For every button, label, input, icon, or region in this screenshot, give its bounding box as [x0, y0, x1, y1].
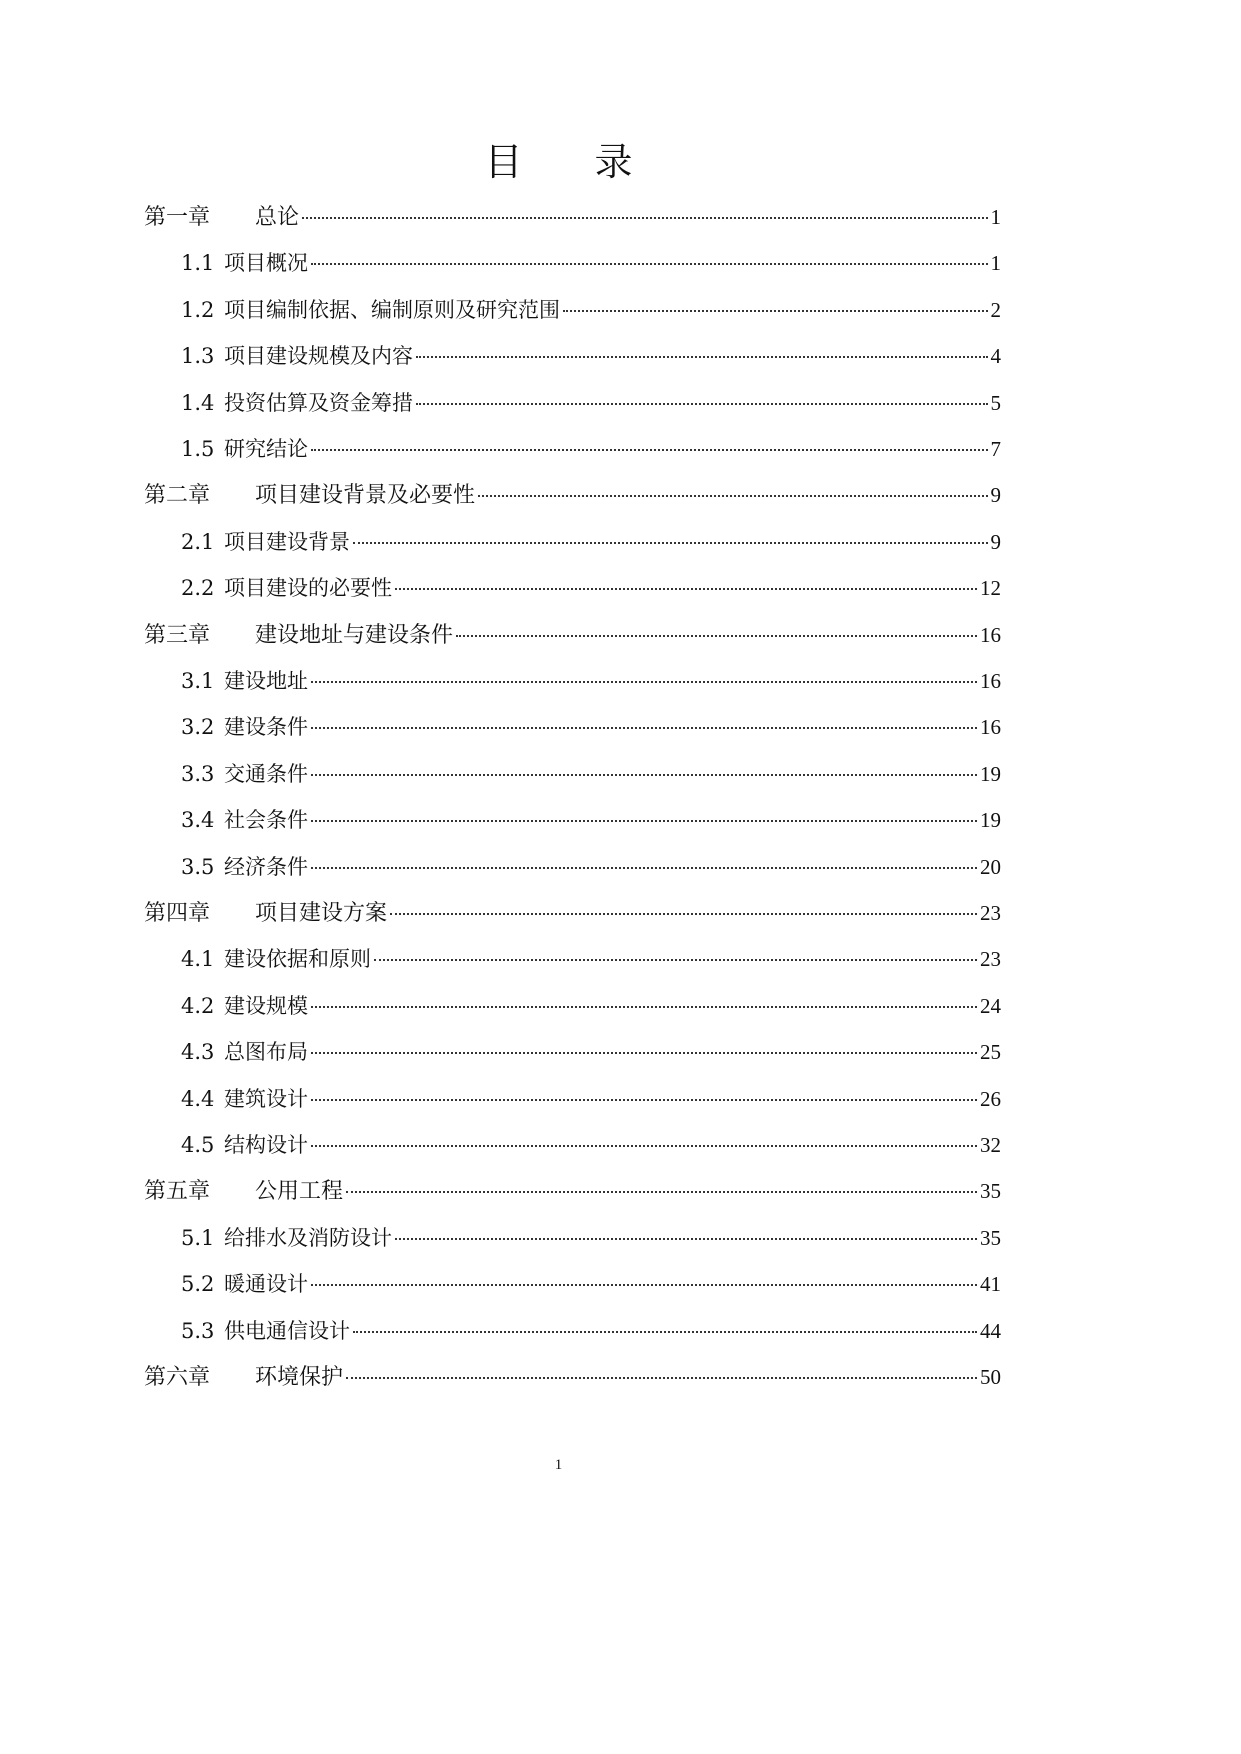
toc-chapter-entry[interactable] [144, 896, 1001, 930]
toc-entry-page: 23 [980, 901, 1001, 925]
toc-entry-page: 12 [980, 576, 1001, 600]
toc-dot-leader [311, 867, 977, 869]
toc-entry-title: 暖通设计 [224, 1272, 308, 1296]
toc-entry-page: 2 [990, 298, 1001, 322]
toc-entry-number: 第三章 [144, 623, 211, 648]
toc-entry-page: 32 [980, 1133, 1001, 1157]
toc-entry-number: 3.4 [181, 808, 215, 832]
toc-entry-title: 建设规模 [224, 994, 308, 1018]
toc-section-entry[interactable] [181, 1082, 1001, 1116]
toc-entry-number: 3.1 [181, 669, 215, 693]
toc-entry-page: 25 [980, 1040, 1001, 1064]
toc-dot-leader [311, 263, 988, 265]
toc-section-entry[interactable] [181, 386, 1001, 420]
toc-chapter-entry[interactable] [144, 200, 1001, 234]
toc-section-entry[interactable] [181, 432, 1001, 466]
toc-entry-number: 3.2 [181, 715, 215, 739]
toc-entry-title: 交通条件 [224, 762, 308, 786]
toc-entry-page: 9 [990, 530, 1001, 554]
toc-dot-leader [456, 635, 977, 637]
toc-entry-number: 5.1 [181, 1226, 215, 1250]
toc-entry-title: 项目建设背景及必要性 [255, 483, 476, 508]
toc-entry-number: 1.1 [181, 251, 215, 275]
toc-chapter-entry[interactable] [144, 1360, 1001, 1394]
toc-dot-leader [416, 403, 988, 405]
toc-dot-leader [311, 1052, 977, 1054]
toc-entry-title: 项目建设规模及内容 [224, 344, 413, 368]
toc-entry-title: 项目建设方案 [255, 901, 388, 926]
toc-section-entry[interactable] [181, 989, 1001, 1023]
toc-entry-title: 建设依据和原则 [224, 947, 371, 971]
toc-entry-page: 16 [980, 669, 1001, 693]
toc-entry-title: 经济条件 [224, 855, 308, 879]
toc-section-entry[interactable] [181, 757, 1001, 791]
toc-section-entry[interactable] [181, 664, 1001, 698]
toc-entry-title: 公用工程 [255, 1179, 344, 1204]
toc-entry-page: 7 [990, 437, 1001, 461]
toc-dot-leader [311, 1006, 977, 1008]
toc-section-entry[interactable] [181, 293, 1001, 327]
toc-entry-page: 4 [990, 344, 1001, 368]
toc-entry-number: 5.2 [181, 1272, 215, 1296]
toc-dot-leader [390, 913, 977, 915]
toc-entry-number: 5.3 [181, 1319, 215, 1343]
toc-dot-leader [311, 727, 977, 729]
toc-entry-page: 41 [980, 1272, 1001, 1296]
toc-entry-number: 1.5 [181, 437, 215, 461]
toc-section-entry[interactable] [181, 803, 1001, 837]
toc-entry-number: 3.5 [181, 855, 215, 879]
toc-entry-title: 给排水及消防设计 [224, 1226, 392, 1250]
toc-entry-title: 投资估算及资金筹措 [224, 391, 413, 415]
toc-entry-page: 44 [980, 1319, 1001, 1343]
toc-dot-leader [311, 681, 977, 683]
toc-entry-number: 第六章 [144, 1365, 211, 1390]
toc-entry-title: 环境保护 [255, 1365, 344, 1390]
page-title: 目 录 [484, 140, 663, 184]
toc-entry-title: 建设地址 [224, 669, 308, 693]
toc-entry-page: 50 [980, 1365, 1001, 1389]
toc-dot-leader [395, 1238, 977, 1240]
toc-dot-leader [395, 588, 977, 590]
toc-entry-title: 项目编制依据、编制原则及研究范围 [224, 298, 560, 322]
toc-section-entry[interactable] [181, 1314, 1001, 1348]
toc-entry-number: 1.2 [181, 298, 215, 322]
toc-section-entry[interactable] [181, 525, 1001, 559]
toc-dot-leader [311, 449, 988, 451]
toc-dot-leader [563, 310, 988, 312]
toc-entry-number: 4.2 [181, 994, 215, 1018]
footer-page-number: 1 [554, 1457, 563, 1473]
toc-entry-number: 第一章 [144, 205, 211, 230]
toc-section-entry[interactable] [181, 339, 1001, 373]
toc-section-entry[interactable] [181, 1267, 1001, 1301]
toc-dot-leader [478, 495, 987, 497]
toc-section-entry[interactable] [181, 571, 1001, 605]
toc-entry-page: 5 [990, 391, 1001, 415]
toc-dot-leader [311, 1284, 977, 1286]
toc-chapter-entry[interactable] [144, 1174, 1001, 1208]
toc-entry-number: 第五章 [144, 1179, 211, 1204]
toc-dot-leader [311, 774, 977, 776]
toc-entry-page: 26 [980, 1087, 1001, 1111]
toc-chapter-entry[interactable] [144, 618, 1001, 652]
toc-dot-leader [311, 820, 977, 822]
toc-entry-page: 1 [990, 251, 1001, 275]
toc-entry-title: 建设地址与建设条件 [255, 623, 454, 648]
toc-entry-page: 19 [980, 762, 1001, 786]
toc-dot-leader [353, 1331, 977, 1333]
toc-dot-leader [346, 1191, 977, 1193]
toc-entry-page: 20 [980, 855, 1001, 879]
toc-entry-title: 项目建设的必要性 [224, 576, 392, 600]
toc-entry-title: 社会条件 [224, 808, 308, 832]
toc-entry-title: 项目建设背景 [224, 530, 350, 554]
toc-section-entry[interactable] [181, 942, 1001, 976]
toc-entry-number: 4.3 [181, 1040, 215, 1064]
toc-entry-number: 4.4 [181, 1087, 215, 1111]
toc-dot-leader [302, 217, 987, 219]
toc-section-entry[interactable] [181, 246, 1001, 280]
toc-entry-page: 9 [990, 483, 1001, 507]
toc-dot-leader [311, 1099, 977, 1101]
toc-entry-title: 总图布局 [224, 1040, 308, 1064]
toc-entry-page: 16 [980, 623, 1001, 647]
toc-dot-leader [353, 542, 988, 544]
toc-entry-title: 建设条件 [224, 715, 308, 739]
toc-entry-page: 16 [980, 715, 1001, 739]
toc-entry-number: 第四章 [144, 901, 211, 926]
toc-entry-title: 供电通信设计 [224, 1319, 350, 1343]
toc-entry-number: 2.2 [181, 576, 215, 600]
toc-entry-title: 研究结论 [224, 437, 308, 461]
toc-entry-number: 2.1 [181, 530, 215, 554]
toc-entry-page: 35 [980, 1226, 1001, 1250]
toc-section-entry[interactable] [181, 1035, 1001, 1069]
toc-entry-number: 1.4 [181, 391, 215, 415]
toc-section-entry[interactable] [181, 850, 1001, 884]
toc-chapter-entry[interactable] [144, 478, 1001, 512]
toc-entry-number: 4.5 [181, 1133, 215, 1157]
toc-section-entry[interactable] [181, 710, 1001, 744]
toc-entry-page: 35 [980, 1179, 1001, 1203]
toc-entry-title: 建筑设计 [224, 1087, 308, 1111]
toc-section-entry[interactable] [181, 1128, 1001, 1162]
toc-dot-leader [311, 1145, 977, 1147]
toc-dot-leader [374, 959, 977, 961]
toc-entry-number: 1.3 [181, 344, 215, 368]
toc-entry-title: 项目概况 [224, 251, 308, 275]
toc-section-entry[interactable] [181, 1221, 1001, 1255]
toc-entry-number: 第二章 [144, 483, 211, 508]
toc-entry-title: 总论 [255, 205, 300, 230]
toc-entry-page: 19 [980, 808, 1001, 832]
toc-dot-leader [416, 356, 988, 358]
toc-entry-title: 结构设计 [224, 1133, 308, 1157]
toc-entry-page: 1 [990, 205, 1001, 229]
toc-dot-leader [346, 1377, 977, 1379]
toc-entry-number: 3.3 [181, 762, 215, 786]
toc-entry-number: 4.1 [181, 947, 215, 971]
toc-entry-page: 23 [980, 947, 1001, 971]
toc-entry-page: 24 [980, 994, 1001, 1018]
